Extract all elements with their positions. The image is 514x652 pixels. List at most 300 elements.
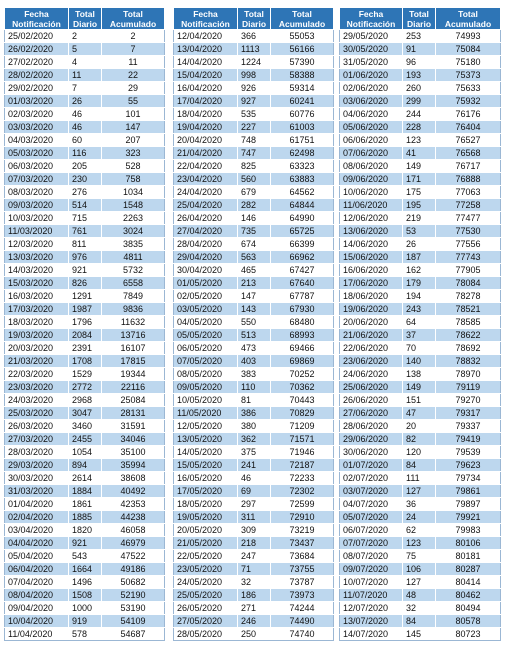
cell-total-acumulado: 78084 — [436, 277, 501, 290]
cell-total-acumulado: 62498 — [271, 147, 334, 160]
cell-total-diario: 2084 — [69, 329, 102, 342]
table-row — [5, 160, 165, 173]
cell-total-diario: 375 — [238, 446, 271, 459]
cell-total-diario: 247 — [238, 550, 271, 563]
cell-total-acumulado: 67787 — [271, 290, 334, 303]
cell-total-acumulado: 76568 — [436, 147, 501, 160]
cell-fecha: 05/04/2020 — [5, 550, 69, 563]
cell-total-diario: 1820 — [69, 524, 102, 537]
cell-total-acumulado: 76176 — [436, 108, 501, 121]
table-row — [5, 43, 165, 56]
cell-total-diario: 1291 — [69, 290, 102, 303]
table-row — [5, 511, 165, 524]
cell-fecha: 26/03/2020 — [5, 420, 69, 433]
table-row — [174, 108, 334, 121]
cell-fecha: 13/07/2020 — [340, 615, 403, 628]
cell-total-diario: 2614 — [69, 472, 102, 485]
table-row — [340, 134, 501, 147]
table-row — [174, 433, 334, 446]
cell-total-acumulado: 1548 — [102, 199, 165, 212]
cell-total-acumulado: 55 — [102, 95, 165, 108]
cell-total-acumulado: 31591 — [102, 420, 165, 433]
cell-total-diario: 219 — [403, 212, 436, 225]
table-row — [340, 199, 501, 212]
cell-total-acumulado: 71209 — [271, 420, 334, 433]
cell-total-acumulado: 76527 — [436, 134, 501, 147]
cell-total-diario: 227 — [238, 121, 271, 134]
table-row — [340, 43, 501, 56]
cell-total-diario: 1664 — [69, 563, 102, 576]
cell-fecha: 05/07/2020 — [340, 511, 403, 524]
cell-total-acumulado: 5732 — [102, 264, 165, 277]
cell-total-acumulado: 72599 — [271, 498, 334, 511]
cell-total-acumulado: 46058 — [102, 524, 165, 537]
cell-fecha: 05/03/2020 — [5, 147, 69, 160]
cell-total-diario: 41 — [403, 147, 436, 160]
header-total-diario: Total Diario — [403, 8, 436, 30]
table-row — [340, 563, 501, 576]
cell-total-acumulado: 80181 — [436, 550, 501, 563]
cell-fecha: 26/06/2020 — [340, 394, 403, 407]
cell-fecha: 29/06/2020 — [340, 433, 403, 446]
table-row — [174, 407, 334, 420]
table-row — [174, 524, 334, 537]
cell-total-acumulado: 3024 — [102, 225, 165, 238]
table-row — [174, 225, 334, 238]
table-row — [340, 472, 501, 485]
cell-fecha: 26/05/2020 — [174, 602, 238, 615]
cell-fecha: 08/06/2020 — [340, 160, 403, 173]
cell-total-acumulado: 60776 — [271, 108, 334, 121]
header-total-diario: Total Diario — [238, 8, 271, 30]
cell-total-diario: 69 — [238, 485, 271, 498]
cell-fecha: 26/02/2020 — [5, 43, 69, 56]
cell-total-diario: 927 — [238, 95, 271, 108]
table-row — [340, 160, 501, 173]
cell-total-diario: 1224 — [238, 56, 271, 69]
cell-total-diario: 32 — [238, 576, 271, 589]
cell-fecha: 14/05/2020 — [174, 446, 238, 459]
cell-total-diario: 2455 — [69, 433, 102, 446]
cell-fecha: 09/03/2020 — [5, 199, 69, 212]
cell-total-acumulado: 79983 — [436, 524, 501, 537]
table-row — [174, 212, 334, 225]
cell-total-diario: 271 — [238, 602, 271, 615]
cell-total-diario: 811 — [69, 238, 102, 251]
cell-total-acumulado: 63883 — [271, 173, 334, 186]
table-row — [174, 82, 334, 95]
table-row — [5, 628, 165, 641]
cell-fecha: 13/04/2020 — [174, 43, 238, 56]
cell-fecha: 30/03/2020 — [5, 472, 69, 485]
table-row — [5, 69, 165, 82]
cell-fecha: 06/04/2020 — [5, 563, 69, 576]
cell-fecha: 31/03/2020 — [5, 485, 69, 498]
cell-total-diario: 46 — [69, 108, 102, 121]
cell-total-acumulado: 49186 — [102, 563, 165, 576]
cell-total-diario: 26 — [69, 95, 102, 108]
table-row — [5, 381, 165, 394]
table-row — [340, 108, 501, 121]
table-row — [5, 550, 165, 563]
cell-total-acumulado: 75180 — [436, 56, 501, 69]
table-row — [174, 95, 334, 108]
cell-total-diario: 24 — [403, 511, 436, 524]
cell-fecha: 14/03/2020 — [5, 264, 69, 277]
cell-fecha: 08/07/2020 — [340, 550, 403, 563]
cell-fecha: 15/05/2020 — [174, 459, 238, 472]
cell-fecha: 11/07/2020 — [340, 589, 403, 602]
cell-total-diario: 578 — [69, 628, 102, 641]
cell-total-diario: 260 — [403, 82, 436, 95]
cell-total-diario: 403 — [238, 355, 271, 368]
table-row — [340, 69, 501, 82]
cell-total-acumulado: 58388 — [271, 69, 334, 82]
cell-total-diario: 70 — [403, 342, 436, 355]
cell-total-diario: 4 — [69, 56, 102, 69]
cell-fecha: 27/02/2020 — [5, 56, 69, 69]
cell-fecha: 25/05/2020 — [174, 589, 238, 602]
cell-total-diario: 1529 — [69, 368, 102, 381]
cell-total-diario: 1496 — [69, 576, 102, 589]
cell-total-diario: 75 — [403, 550, 436, 563]
cell-fecha: 13/06/2020 — [340, 225, 403, 238]
cell-total-acumulado: 79921 — [436, 511, 501, 524]
table-row — [174, 316, 334, 329]
cell-total-acumulado: 79539 — [436, 446, 501, 459]
cell-fecha: 28/02/2020 — [5, 69, 69, 82]
cell-fecha: 11/06/2020 — [340, 199, 403, 212]
cell-fecha: 03/06/2020 — [340, 95, 403, 108]
cell-total-diario: 64 — [403, 316, 436, 329]
table-row — [174, 589, 334, 602]
cell-fecha: 27/05/2020 — [174, 615, 238, 628]
cell-total-acumulado: 17815 — [102, 355, 165, 368]
table-row — [340, 316, 501, 329]
table-row — [174, 303, 334, 316]
cell-total-acumulado: 35994 — [102, 459, 165, 472]
cell-fecha: 12/03/2020 — [5, 238, 69, 251]
table-row — [340, 550, 501, 563]
cell-fecha: 09/06/2020 — [340, 173, 403, 186]
cell-total-acumulado: 79861 — [436, 485, 501, 498]
cell-total-acumulado: 323 — [102, 147, 165, 160]
table-row — [340, 303, 501, 316]
cell-fecha: 25/04/2020 — [174, 199, 238, 212]
cell-total-acumulado: 70362 — [271, 381, 334, 394]
cell-total-acumulado: 6558 — [102, 277, 165, 290]
cell-total-diario: 2772 — [69, 381, 102, 394]
cell-total-acumulado: 11632 — [102, 316, 165, 329]
table-row — [174, 628, 334, 641]
table-row — [174, 394, 334, 407]
table-row — [174, 342, 334, 355]
cell-total-diario: 386 — [238, 407, 271, 420]
cell-total-diario: 96 — [403, 56, 436, 69]
cell-total-acumulado: 65725 — [271, 225, 334, 238]
table-row — [340, 186, 501, 199]
cell-fecha: 03/04/2020 — [5, 524, 69, 537]
cell-total-acumulado: 57390 — [271, 56, 334, 69]
cell-fecha: 23/06/2020 — [340, 355, 403, 368]
cell-fecha: 04/05/2020 — [174, 316, 238, 329]
table-row — [340, 381, 501, 394]
cell-total-diario: 195 — [403, 199, 436, 212]
cell-total-acumulado: 72910 — [271, 511, 334, 524]
cell-total-acumulado: 55053 — [271, 30, 334, 43]
cell-total-acumulado: 76888 — [436, 173, 501, 186]
cell-total-diario: 560 — [238, 173, 271, 186]
cell-fecha: 07/04/2020 — [5, 576, 69, 589]
table-row — [174, 381, 334, 394]
cell-fecha: 22/03/2020 — [5, 368, 69, 381]
cell-total-acumulado: 29 — [102, 82, 165, 95]
cell-fecha: 25/02/2020 — [5, 30, 69, 43]
cell-total-diario: 26 — [403, 238, 436, 251]
table-row — [174, 459, 334, 472]
cell-total-diario: 919 — [69, 615, 102, 628]
cell-fecha: 19/04/2020 — [174, 121, 238, 134]
cell-total-acumulado: 79317 — [436, 407, 501, 420]
cell-total-diario: 147 — [238, 290, 271, 303]
cell-total-diario: 362 — [238, 433, 271, 446]
cell-total-diario: 514 — [69, 199, 102, 212]
cell-fecha: 18/06/2020 — [340, 290, 403, 303]
cell-total-acumulado: 74244 — [271, 602, 334, 615]
cell-fecha: 30/05/2020 — [340, 43, 403, 56]
cell-fecha: 14/07/2020 — [340, 628, 403, 641]
cell-fecha: 04/04/2020 — [5, 537, 69, 550]
cell-total-diario: 309 — [238, 524, 271, 537]
cell-total-acumulado: 758 — [102, 173, 165, 186]
table-row — [174, 472, 334, 485]
cell-total-acumulado: 56166 — [271, 43, 334, 56]
cell-total-acumulado: 80462 — [436, 589, 501, 602]
cell-fecha: 05/06/2020 — [340, 121, 403, 134]
cell-fecha: 07/03/2020 — [5, 173, 69, 186]
cell-total-acumulado: 79119 — [436, 381, 501, 394]
cell-total-acumulado: 71571 — [271, 433, 334, 446]
cell-fecha: 06/05/2020 — [174, 342, 238, 355]
cell-total-acumulado: 79270 — [436, 394, 501, 407]
cell-fecha: 28/04/2020 — [174, 238, 238, 251]
cell-fecha: 16/03/2020 — [5, 290, 69, 303]
cell-total-diario: 127 — [403, 485, 436, 498]
cell-total-acumulado: 54687 — [102, 628, 165, 641]
cell-total-acumulado: 74993 — [436, 30, 501, 43]
cell-fecha: 01/05/2020 — [174, 277, 238, 290]
table-row — [340, 30, 501, 43]
cell-total-acumulado: 79623 — [436, 459, 501, 472]
cell-fecha: 23/04/2020 — [174, 173, 238, 186]
cell-total-acumulado: 59314 — [271, 82, 334, 95]
cell-fecha: 09/04/2020 — [5, 602, 69, 615]
cell-total-acumulado: 70829 — [271, 407, 334, 420]
table-row — [5, 589, 165, 602]
table-row — [174, 30, 334, 43]
cell-total-acumulado: 69466 — [271, 342, 334, 355]
cell-fecha: 09/07/2020 — [340, 563, 403, 576]
cell-total-acumulado: 73219 — [271, 524, 334, 537]
cell-total-diario: 187 — [403, 251, 436, 264]
table-row — [5, 199, 165, 212]
cell-fecha: 01/04/2020 — [5, 498, 69, 511]
cell-total-acumulado: 77743 — [436, 251, 501, 264]
cell-total-acumulado: 78692 — [436, 342, 501, 355]
cell-total-acumulado: 16107 — [102, 342, 165, 355]
table-row — [5, 238, 165, 251]
cell-fecha: 20/03/2020 — [5, 342, 69, 355]
header-fecha: Fecha Notificación — [174, 8, 238, 30]
cell-fecha: 22/04/2020 — [174, 160, 238, 173]
cell-total-acumulado: 77556 — [436, 238, 501, 251]
table-cases-2 — [173, 7, 334, 641]
cell-fecha: 07/06/2020 — [340, 147, 403, 160]
cell-fecha: 10/07/2020 — [340, 576, 403, 589]
cell-total-diario: 1796 — [69, 316, 102, 329]
table-row — [5, 394, 165, 407]
cell-fecha: 10/06/2020 — [340, 186, 403, 199]
cell-total-diario: 976 — [69, 251, 102, 264]
cell-fecha: 03/05/2020 — [174, 303, 238, 316]
table-row — [340, 407, 501, 420]
cell-fecha: 21/05/2020 — [174, 537, 238, 550]
cell-fecha: 20/04/2020 — [174, 134, 238, 147]
cell-total-diario: 748 — [238, 134, 271, 147]
cell-total-diario: 5 — [69, 43, 102, 56]
cell-total-diario: 535 — [238, 108, 271, 121]
cell-total-diario: 826 — [69, 277, 102, 290]
cell-total-diario: 921 — [69, 264, 102, 277]
cell-total-diario: 679 — [238, 186, 271, 199]
cell-total-diario: 253 — [403, 30, 436, 43]
table-row — [5, 264, 165, 277]
table-row — [5, 56, 165, 69]
cell-fecha: 27/06/2020 — [340, 407, 403, 420]
cell-total-diario: 1885 — [69, 511, 102, 524]
cell-total-acumulado: 40492 — [102, 485, 165, 498]
cell-total-diario: 297 — [238, 498, 271, 511]
cell-total-diario: 311 — [238, 511, 271, 524]
table-row — [174, 43, 334, 56]
cell-fecha: 12/04/2020 — [174, 30, 238, 43]
table-row — [340, 251, 501, 264]
cell-fecha: 19/03/2020 — [5, 329, 69, 342]
table-row — [174, 446, 334, 459]
cell-total-acumulado: 80723 — [436, 628, 501, 641]
cell-fecha: 23/03/2020 — [5, 381, 69, 394]
table-row — [174, 368, 334, 381]
table-row — [5, 368, 165, 381]
cell-total-acumulado: 77905 — [436, 264, 501, 277]
cell-fecha: 20/05/2020 — [174, 524, 238, 537]
cell-fecha: 07/05/2020 — [174, 355, 238, 368]
cell-total-acumulado: 64990 — [271, 212, 334, 225]
table-row — [174, 134, 334, 147]
table-row — [5, 524, 165, 537]
cell-total-acumulado: 80578 — [436, 615, 501, 628]
cell-total-acumulado: 77477 — [436, 212, 501, 225]
cell-fecha: 02/03/2020 — [5, 108, 69, 121]
cell-fecha: 13/03/2020 — [5, 251, 69, 264]
cell-fecha: 28/06/2020 — [340, 420, 403, 433]
cell-fecha: 11/05/2020 — [174, 407, 238, 420]
cell-total-acumulado: 78278 — [436, 290, 501, 303]
table-row — [5, 537, 165, 550]
cell-total-diario: 36 — [403, 498, 436, 511]
cell-fecha: 28/05/2020 — [174, 628, 238, 641]
cell-total-acumulado: 54109 — [102, 615, 165, 628]
cell-total-acumulado: 101 — [102, 108, 165, 121]
cell-total-acumulado: 74490 — [271, 615, 334, 628]
table-row — [5, 173, 165, 186]
cell-fecha: 07/07/2020 — [340, 537, 403, 550]
cell-total-acumulado: 528 — [102, 160, 165, 173]
table-row — [5, 459, 165, 472]
cell-total-acumulado: 80414 — [436, 576, 501, 589]
cell-total-diario: 138 — [403, 368, 436, 381]
cell-fecha: 03/03/2020 — [5, 121, 69, 134]
cell-total-acumulado: 79734 — [436, 472, 501, 485]
cell-total-acumulado: 72187 — [271, 459, 334, 472]
table-row — [174, 199, 334, 212]
cell-total-diario: 1508 — [69, 589, 102, 602]
cell-total-acumulado: 38608 — [102, 472, 165, 485]
cell-total-diario: 60 — [69, 134, 102, 147]
cell-total-diario: 20 — [403, 420, 436, 433]
table-row — [174, 420, 334, 433]
cell-fecha: 29/04/2020 — [174, 251, 238, 264]
cell-total-diario: 123 — [403, 537, 436, 550]
cell-fecha: 11/03/2020 — [5, 225, 69, 238]
table-row — [5, 355, 165, 368]
cell-total-diario: 735 — [238, 225, 271, 238]
table-row — [5, 446, 165, 459]
cell-total-acumulado: 72302 — [271, 485, 334, 498]
table-row — [5, 30, 165, 43]
table-row — [340, 615, 501, 628]
cell-total-acumulado: 75084 — [436, 43, 501, 56]
cell-fecha: 21/06/2020 — [340, 329, 403, 342]
cell-total-diario: 194 — [403, 290, 436, 303]
cell-fecha: 18/03/2020 — [5, 316, 69, 329]
cell-total-diario: 1861 — [69, 498, 102, 511]
cell-fecha: 24/05/2020 — [174, 576, 238, 589]
table-row — [5, 251, 165, 264]
cell-total-acumulado: 64844 — [271, 199, 334, 212]
cell-fecha: 27/03/2020 — [5, 433, 69, 446]
table-row — [174, 498, 334, 511]
cell-fecha: 10/03/2020 — [5, 212, 69, 225]
cell-total-diario: 84 — [403, 459, 436, 472]
cell-total-acumulado: 52190 — [102, 589, 165, 602]
cell-total-diario: 921 — [69, 537, 102, 550]
cell-total-diario: 473 — [238, 342, 271, 355]
cell-total-acumulado: 73973 — [271, 589, 334, 602]
table-row — [340, 420, 501, 433]
table-row — [174, 56, 334, 69]
table-row — [5, 290, 165, 303]
cell-total-diario: 998 — [238, 69, 271, 82]
cell-total-acumulado: 79897 — [436, 498, 501, 511]
table-row — [340, 602, 501, 615]
cell-fecha: 17/04/2020 — [174, 95, 238, 108]
cell-fecha: 19/05/2020 — [174, 511, 238, 524]
cell-total-acumulado: 75633 — [436, 82, 501, 95]
cell-fecha: 14/06/2020 — [340, 238, 403, 251]
cell-total-diario: 193 — [403, 69, 436, 82]
cell-fecha: 24/03/2020 — [5, 394, 69, 407]
